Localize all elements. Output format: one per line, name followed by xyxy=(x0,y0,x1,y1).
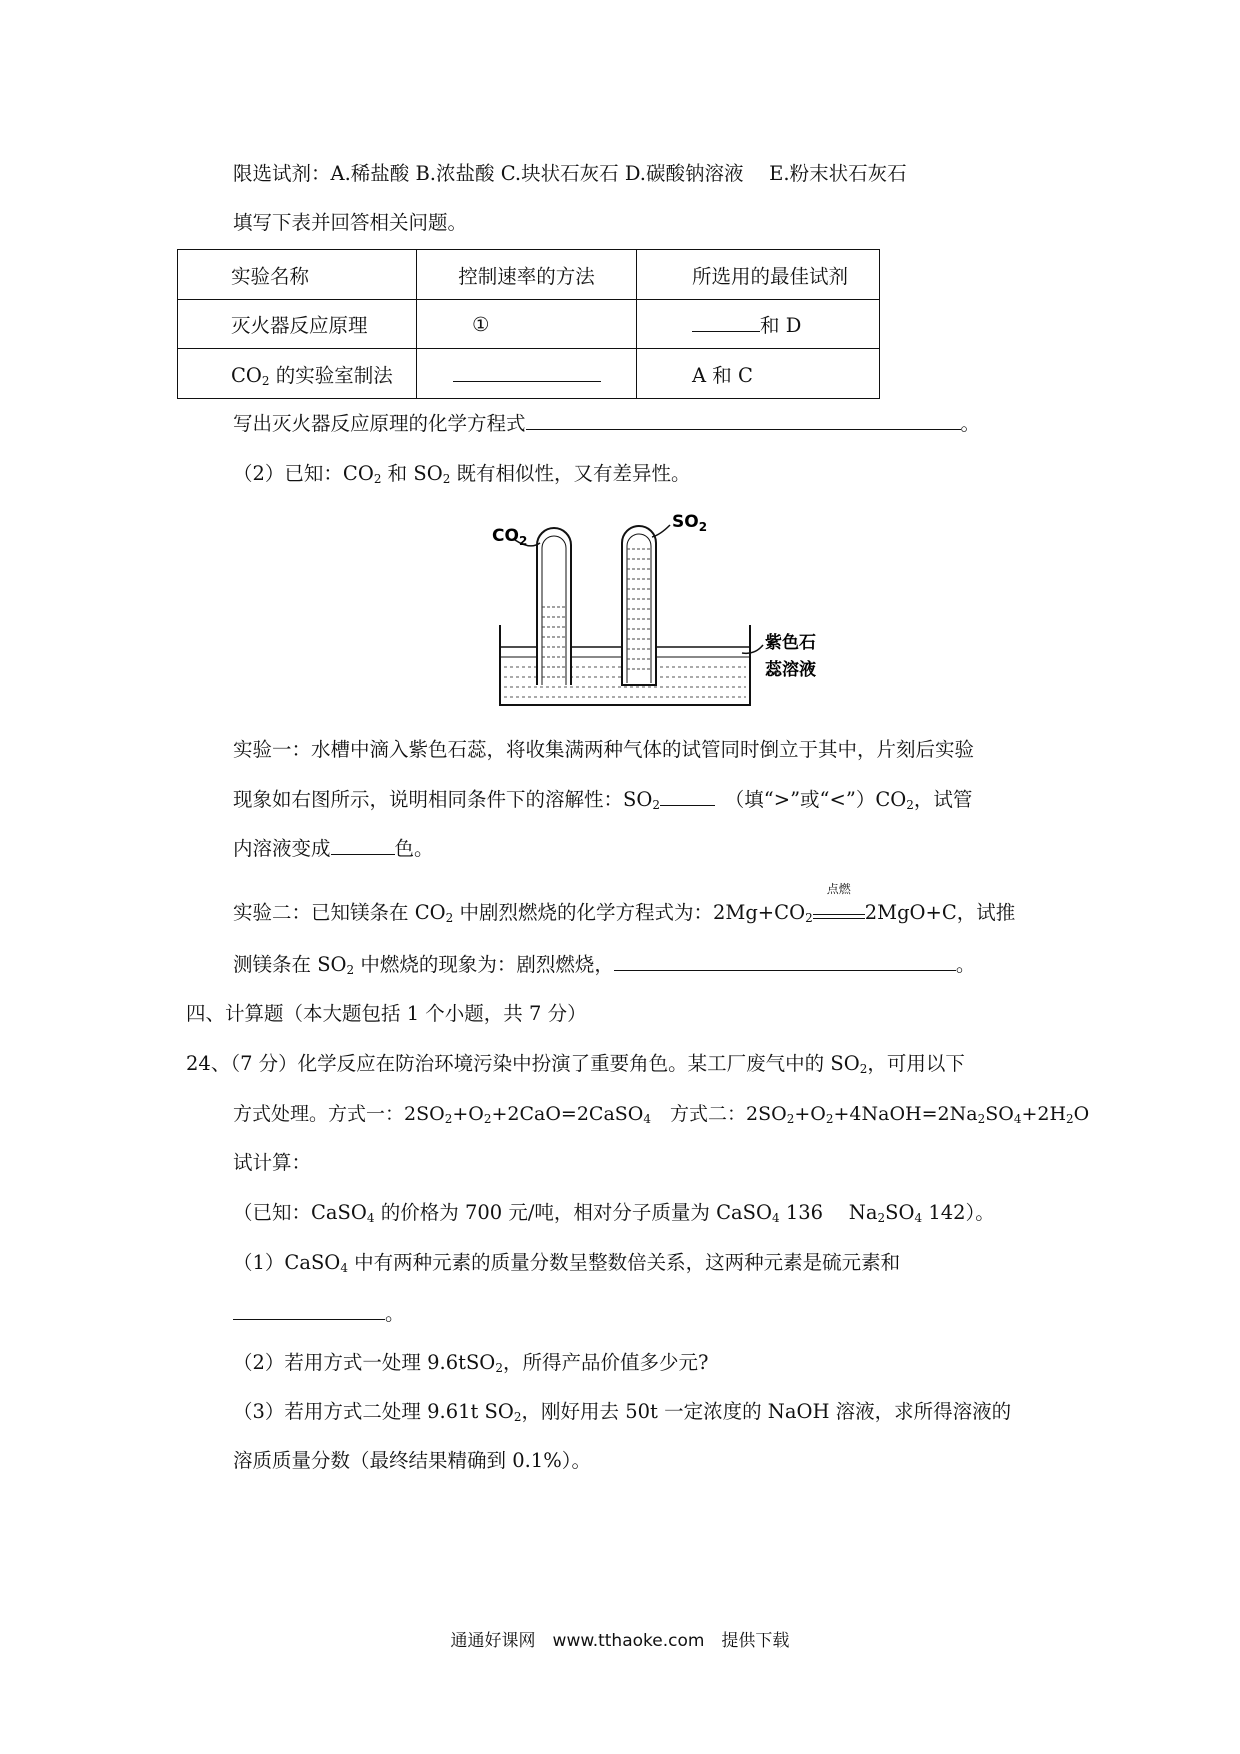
answer-blank[interactable] xyxy=(453,361,601,382)
reagents-line: 限选试剂：A.稀盐酸 B.浓盐酸 C.块状石灰石 D.碳酸钠溶液 E.粉末状石灰石 xyxy=(233,162,907,185)
co2-label: $CO_2$ xyxy=(492,526,528,548)
q24-part1: （1）CaSO$_4$ 中有两种元素的质量分数呈整数倍关系，这两种元素是硫元素和 xyxy=(233,1251,901,1275)
reaction-condition: 点燃 xyxy=(813,902,865,919)
gas-solubility-figure xyxy=(480,512,816,715)
solution-label-line1: 紫色石 xyxy=(765,633,816,653)
q24-line1: 24、（7 分）化学反应在防治环境污染中扮演了重要角色。某工厂废气中的 $SO_2$，可用以下 xyxy=(186,1052,965,1076)
answer-marker-1: ① xyxy=(417,300,637,349)
header-cell: 所选用的最佳试剂 xyxy=(637,250,880,300)
answer-blank[interactable] xyxy=(692,311,760,332)
exp2-line2: 测镁条在 $SO_2$ 中燃烧的现象为：剧烈燃烧， 。 xyxy=(233,950,975,979)
answer-blank[interactable] xyxy=(526,409,961,430)
experiment-table xyxy=(177,249,880,399)
page-footer: 通通好课网 www.tthaoke.com 提供下载 xyxy=(450,1631,790,1651)
exp1-line1: 实验一：水槽中滴入紫色石蕊，将收集满两种气体的试管同时倒立于其中，片刻后实验 xyxy=(233,738,975,761)
q24-methods-line: 方式处理。方式一：$2SO_2+O_2+2CaO=2CaSO_4$ 方式二：$2SO_2+O_2+4NaOH=2Na_2SO_4+2H_2O$ xyxy=(233,1103,1090,1126)
table-cell: 灭火器反应原理 xyxy=(178,300,417,349)
q24-part1-answer: 。 xyxy=(233,1299,405,1328)
answer-blank[interactable] xyxy=(331,834,395,855)
q24-known: （已知：CaSO$_4$ 的价格为 700 元/吨，相对分子质量为 CaSO$_4$ 136 $Na_2SO_4$ 142）。 xyxy=(233,1201,995,1225)
table-cell: A 和 C xyxy=(637,349,880,399)
write-equation-line: 写出灭火器反应原理的化学方程式 。 xyxy=(233,409,980,438)
table-header-row xyxy=(178,250,880,300)
q24-part3-line2: 溶质质量分数（最终结果精确到 0.1%）。 xyxy=(233,1449,591,1472)
q24-part3: （3）若用方式二处理 9.61t $SO_2$，刚好用去 50t 一定浓度的 NaOH 溶液，求所得溶液的 xyxy=(233,1400,1012,1424)
so2-label: $SO_2$ xyxy=(672,512,708,534)
q24-calc-prompt: 试计算： xyxy=(233,1151,312,1174)
section-4-heading: 四、计算题（本大题包括 1 个小题，共 7 分） xyxy=(186,1002,587,1025)
answer-blank[interactable] xyxy=(233,1299,385,1320)
reagent-suffix: 和 D xyxy=(760,314,802,337)
solution-label-line2: 蕊溶液 xyxy=(765,660,816,680)
table-row xyxy=(178,349,880,399)
answer-blank[interactable] xyxy=(614,950,956,971)
exp2-line1: 实验二：已知镁条在 $CO_2$ 中剧烈燃烧的化学方程式为：$2Mg+CO_2$ 点燃 2MgO+C，试推 xyxy=(233,882,1016,925)
table-cell: $CO_2$ 的实验室制法 xyxy=(178,349,417,399)
exp1-line3: 内溶液变成 色。 xyxy=(233,834,434,863)
q2-intro: （2）已知：$CO_2$ 和 $SO_2$ 既有相似性，又有差异性。 xyxy=(233,462,691,486)
header-cell: 实验名称 xyxy=(178,250,417,300)
q24-part2: （2）若用方式一处理 9.6tSO$_2$，所得产品价值多少元? xyxy=(233,1351,709,1375)
exp1-line2: 现象如右图所示，说明相同条件下的溶解性：$SO_2$ （填“>”或“$<”)CO_2$，试管 xyxy=(233,785,972,814)
fill-table-instruction: 填写下表并回答相关问题。 xyxy=(233,211,468,234)
answer-blank[interactable] xyxy=(660,785,715,806)
table-row xyxy=(178,300,880,349)
header-cell: 控制速率的方法 xyxy=(417,250,637,300)
table-cell xyxy=(637,300,880,349)
table-cell xyxy=(417,349,637,399)
